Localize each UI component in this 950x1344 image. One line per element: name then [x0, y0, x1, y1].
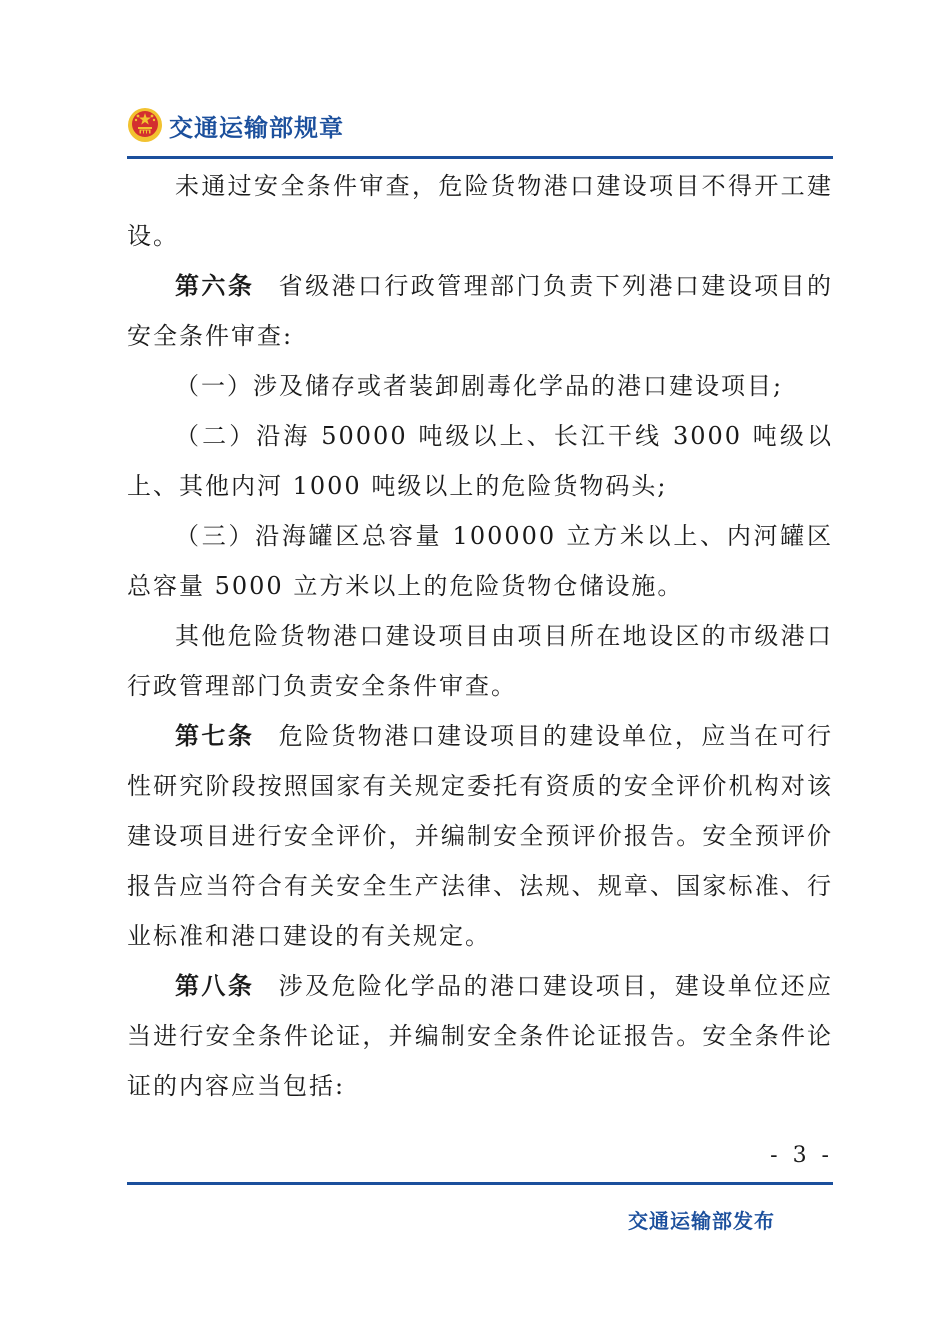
paragraph	[127, 711, 833, 961]
paragraph	[127, 361, 833, 411]
document-body	[127, 161, 833, 1111]
header-divider	[127, 156, 833, 159]
footer-publisher: 交通运输部发布	[628, 1209, 775, 1233]
article-number: 第八条	[175, 972, 255, 1000]
paragraph	[127, 411, 833, 511]
national-emblem-icon	[127, 107, 163, 143]
paragraph	[127, 511, 833, 611]
paragraph-text: 涉及危险化学品的港口建设项目，建设单位还应当进行安全条件论证，并编制安全条件论证报告。安全条件论证的内容应当包括:	[127, 972, 833, 1100]
page-header	[127, 100, 833, 150]
paragraph-text: 省级港口行政管理部门负责下列港口建设项目的安全条件审查:	[127, 272, 833, 350]
footer-divider	[127, 1182, 833, 1185]
page-number: - 3 -	[770, 1143, 833, 1168]
paragraph	[127, 261, 833, 361]
article-number: 第七条	[175, 722, 255, 750]
paragraph-text: 其他危险货物港口建设项目由项目所在地设区的市级港口行政管理部门负责安全条件审查。	[127, 622, 833, 700]
paragraph-text: 未通过安全条件审查，危险货物港口建设项目不得开工建设。	[127, 172, 833, 250]
paragraph-text: （三）沿海罐区总容量 100000 立方米以上、内河罐区总容量 5000 立方米以上的危险货物仓储设施。	[127, 522, 833, 600]
paragraph-text: 危险货物港口建设项目的建设单位，应当在可行性研究阶段按照国家有关规定委托有资质的安全评价机构对该建设项目进行安全评价，并编制安全预评价报告。安全预评价报告应当符合有关安全生产法律、法规、规章、国家标准、行业标准和港口建设的有关规定。	[127, 722, 833, 950]
article-number: 第六条	[175, 272, 255, 300]
paragraph	[127, 161, 833, 261]
paragraph-text: （一）涉及储存或者装卸剧毒化学品的港口建设项目;	[175, 372, 784, 400]
header-title: 交通运输部规章	[169, 113, 344, 142]
paragraph	[127, 611, 833, 711]
paragraph	[127, 961, 833, 1111]
paragraph-text: （二）沿海 50000 吨级以上、长江干线 3000 吨级以上、其他内河 1000 吨级以上的危险货物码头;	[127, 422, 833, 500]
